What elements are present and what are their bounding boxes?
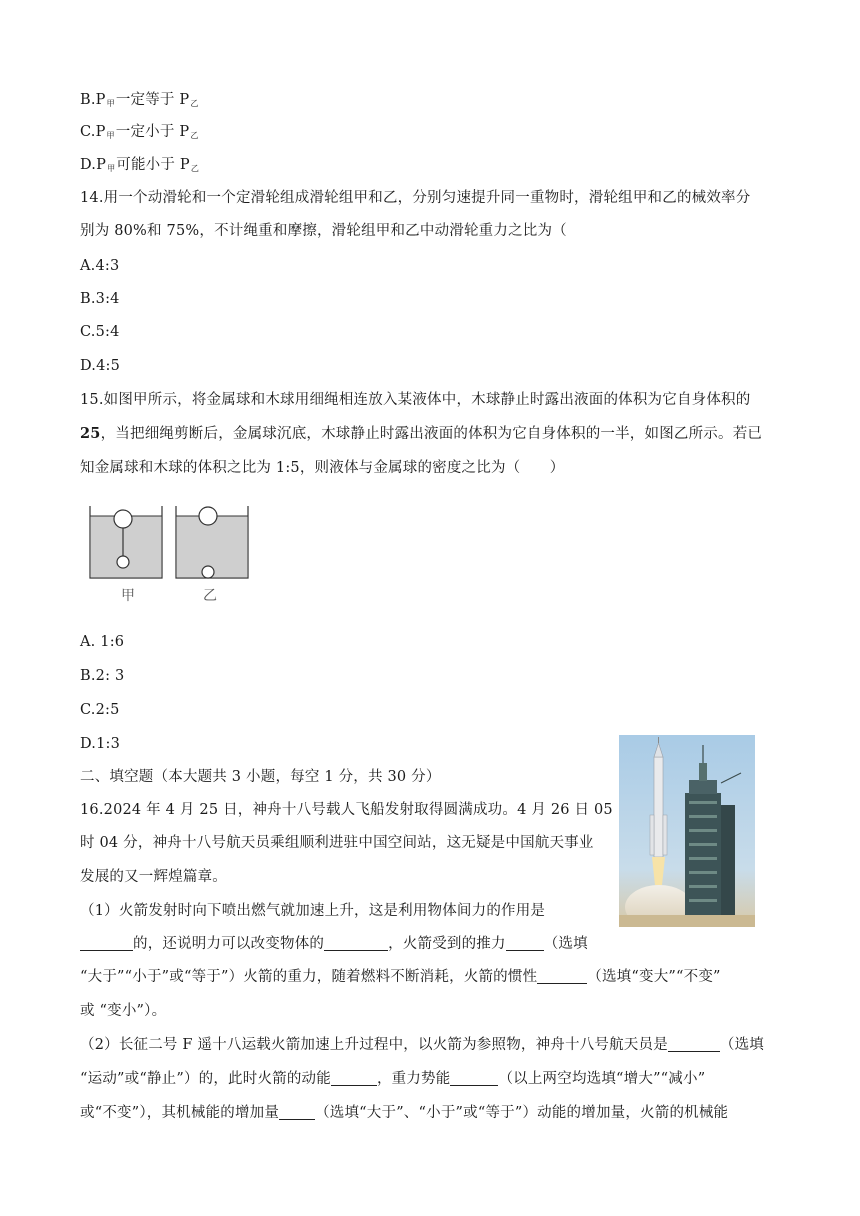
section-title: 二、填空题（本大题共 3 小题，每空 1 分，共 30 分） [80, 769, 441, 785]
q16-part2-line3: 或“不变”），其机械能的增加量 （选填“大于”、“小于”或“等于”）动能的增加量，火箭的机械能 [80, 1105, 729, 1121]
wood-ball [199, 507, 217, 525]
metal-ball [117, 556, 129, 568]
q16-part2-line2: “运动”或“静止”）的，此时火箭的动能 ，重力势能 （以上两空均选填“增大”“减小” [80, 1071, 706, 1087]
option-c-prev: $C.P_甲$一定小于 $P_乙$ [80, 124, 199, 140]
answer-blank[interactable] [331, 1070, 377, 1086]
rocket-launch-photo [619, 735, 755, 927]
wood-ball [114, 510, 132, 528]
q16-part1-line3: “大于”“小于”或“等于”）火箭的重力，随着燃料不断消耗，火箭的惯性 （选填“变大”“不变” [80, 969, 721, 985]
q14-option-c: C.5:4 [80, 324, 120, 340]
label-yi: 乙 [203, 588, 217, 604]
q14-stem-line2: 别为 80%和 75%，不计绳重和摩擦，滑轮组甲和乙中动滑轮重力之比为（ [80, 223, 567, 239]
q15-figure [88, 502, 258, 612]
metal-ball [202, 566, 214, 578]
answer-blank[interactable] [537, 968, 587, 984]
q16-part1-line2: 的，还说明力可以改变物体的 ，火箭受到的推力 （选填 [80, 934, 588, 954]
q16-intro-line2: 时 04 分，神舟十八号航天员乘组顺利进驻中国空间站，这无疑是中国航天事业 [80, 835, 594, 851]
q15-stem-line3: 知金属球和木球的体积之比为 1:5，则液体与金属球的密度之比为（ ） [80, 460, 565, 476]
q15-option-a: A. 1:6 [80, 634, 125, 650]
q14-option-b: B.3:4 [80, 291, 120, 307]
q15-option-c: C.2:5 [80, 702, 120, 718]
q16-part1-line4: 或 “变小”）。 [80, 1003, 167, 1019]
q14-stem-line1: 14.用一个动滑轮和一个定滑轮组成滑轮组甲和乙，分别匀速提升同一重物时，滑轮组甲和乙的械效率分 [80, 190, 751, 206]
answer-blank[interactable] [450, 1070, 498, 1086]
q15-option-d: D.1:3 [80, 736, 121, 752]
q15-option-b: B.2: 3 [80, 668, 125, 684]
q16-intro-line1: 16.2024 年 4 月 25 日，神舟十八号载人飞船发射取得圆满成功。4 月 26 日 05 [80, 802, 613, 818]
answer-blank[interactable] [279, 1104, 315, 1120]
answer-blank[interactable] [668, 1036, 720, 1052]
answer-blank[interactable] [506, 935, 544, 951]
q15-stem-line1: 15.如图甲所示，将金属球和木球用细绳相连放入某液体中，木球静止时露出液面的体积为它自身体积的 [80, 392, 751, 408]
fraction-value: 25 [80, 425, 101, 442]
q16-intro-line3: 发展的又一辉煌篇章。 [80, 869, 227, 885]
q14-option-a: A.4:3 [80, 258, 120, 274]
q16-part2-line1: （2）长征二号 F 遥十八运载火箭加速上升过程中，以火箭为参照物，神舟十八号航天员是 （选填 [80, 1037, 765, 1053]
label-jia: 甲 [121, 588, 135, 604]
answer-blank[interactable] [324, 935, 388, 951]
q16-part1-line1: （1）火箭发射时向下喷出燃气就加速上升，这是利用物体间力的作用是 [80, 903, 546, 919]
q15-stem-line2: 25，当把细绳剪断后，金属球沉底，木球静止时露出液面的体积为它自身体积的一半，如图乙所示。若已 [80, 425, 763, 442]
container-yi [176, 506, 248, 578]
answer-blank[interactable] [80, 935, 133, 951]
option-d-prev: $D.P_甲$可能小于 $P_乙$ [80, 157, 200, 173]
option-b-prev: $B.P_甲$一定等于 $P_乙$ [80, 92, 199, 108]
container-jia [90, 506, 162, 578]
q14-option-d: D.4:5 [80, 358, 121, 374]
